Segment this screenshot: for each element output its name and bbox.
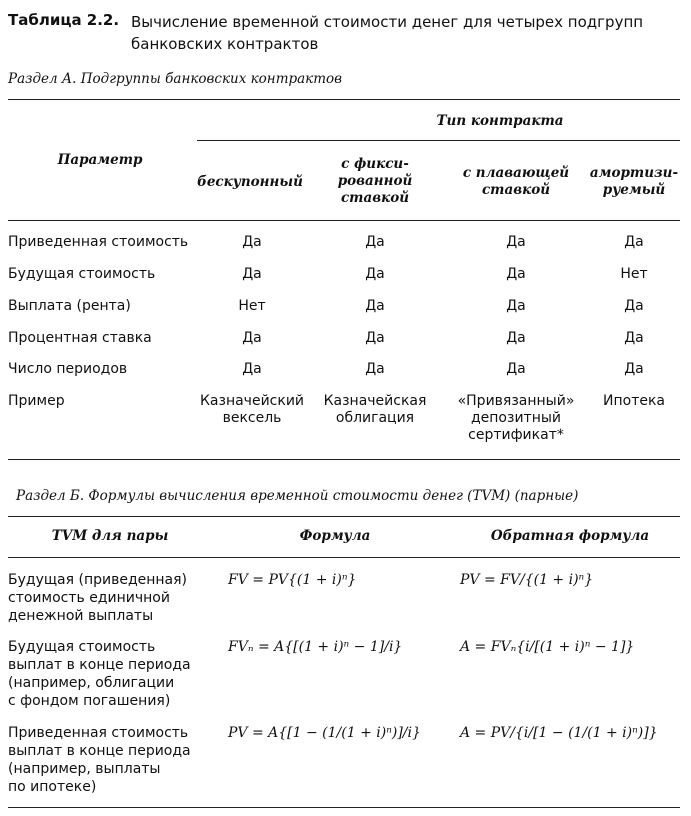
cell: Нет [620, 266, 648, 282]
section-b-top-rule [8, 516, 680, 517]
tvm-inverse-formula: A = PV/{i/[1 − (1/(1 + i)ⁿ)]} [460, 725, 658, 741]
cell: Да [242, 234, 262, 250]
cell: Да [506, 234, 526, 250]
tvm-inverse-formula: A = FVₙ{i/[(1 + i)ⁿ − 1]} [460, 639, 635, 655]
cell: Да [365, 361, 385, 377]
cell: Да [365, 234, 385, 250]
tvm-formula: PV = A{[1 − (1/(1 + i)ⁿ)]/i} [228, 725, 421, 741]
cell: Да [624, 330, 644, 346]
row-label-future-value: Будущая стоимость [8, 266, 156, 282]
col-header-floating-rate: с плавающей ставкой [462, 165, 570, 198]
cell: Да [624, 234, 644, 250]
section-b-title: Раздел Б. Формулы вычисления временной стоимости денег (TVM) (парные) [16, 488, 579, 504]
col-header-fixed-rate: с фикси- рованной ставкой [337, 156, 413, 206]
cell: Да [506, 298, 526, 314]
cell: Да [506, 361, 526, 377]
col-header-zero-coupon: бескупонный [197, 174, 303, 190]
cell: Да [624, 298, 644, 314]
row-label-present-value: Приведенная стоимость [8, 234, 189, 250]
example-amortizing: Ипотека [603, 393, 665, 409]
formula-header: Формула [299, 528, 371, 544]
tvm-row-desc: Приведенная стоимость выплат в конце периода (например, выплаты по ипотеке) [8, 725, 191, 795]
example-zero-coupon: Казначейский вексель [199, 393, 305, 426]
tvm-inverse-formula: PV = FV/{(1 + i)ⁿ} [460, 572, 594, 588]
cell: Да [506, 266, 526, 282]
tvm-formula: FVₙ = A{[(1 + i)ⁿ − 1]/i} [228, 639, 403, 655]
cell: Да [624, 361, 644, 377]
section-b-header-rule [8, 557, 680, 558]
cell: Да [365, 266, 385, 282]
contract-type-rule [197, 140, 680, 141]
cell: Да [242, 330, 262, 346]
cell: Да [242, 266, 262, 282]
tvm-formula: FV = PV{(1 + i)ⁿ} [228, 572, 357, 588]
example-floating-rate: «Привязанный» депозитный сертификат* [457, 393, 575, 443]
section-a-bottom-rule [8, 459, 680, 460]
tvm-pair-header: TVM для пары [51, 528, 169, 544]
cell: Да [365, 330, 385, 346]
table-title: Вычисление временной стоимости денег для четырех подгрупп банковских контрактов [131, 13, 644, 53]
cell: Нет [238, 298, 266, 314]
contract-type-header: Тип контракта [436, 113, 564, 129]
row-label-periods: Число периодов [8, 361, 128, 377]
param-header: Параметр [57, 152, 143, 168]
cell: Да [365, 298, 385, 314]
row-label-payment: Выплата (рента) [8, 298, 131, 314]
row-label-interest-rate: Процентная ставка [8, 330, 152, 346]
example-fixed-rate: Казначейская облигация [323, 393, 427, 426]
table-label: Таблица 2.2. [8, 11, 120, 29]
row-label-example: Пример [8, 393, 65, 409]
cell: Да [242, 361, 262, 377]
section-a-top-rule [8, 99, 680, 100]
cell: Да [506, 330, 526, 346]
section-a-header-rule [8, 220, 680, 221]
tvm-row-desc: Будущая стоимость выплат в конце периода (например, облигации с фондом погашения) [8, 639, 191, 709]
section-b-bottom-rule [8, 807, 680, 808]
section-a-title: Раздел А. Подгруппы банковских контрактов [8, 71, 343, 87]
tvm-row-desc: Будущая (приведенная) стоимость единичной денежной выплаты [8, 572, 188, 624]
col-header-amortizing: амортизи- руемый [589, 165, 679, 198]
inverse-formula-header: Обратная формула [490, 528, 650, 544]
